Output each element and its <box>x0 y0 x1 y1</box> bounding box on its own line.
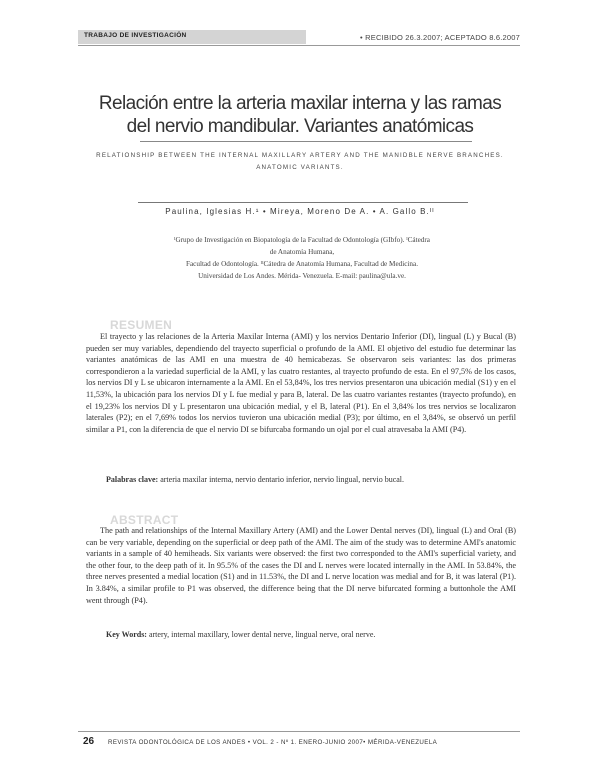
page-number: 26 <box>83 736 95 747</box>
authors-divider <box>138 202 468 203</box>
abstract-text: The path and relationships of the Internal Maxillary Artery (AMI) and the Lower Dental nerves (DI), lingual (L) and Oral (B) can be very variable, depending on the superficial or deep path of the AMI. The aim of the study was to determine AMI's anatomic variants in a sample of 40 hemiheads. Six variants were observed: the first two corresponded to the AMI's superficial variety, and the other four, to the deep path of it. In 95.5% of the cases the DI and L nerves were located internally in the AMI. In 53.84%, the three nerves presented a medial location (S1) and in 11.53%, the DI and L nerve location was medial and for B, it was lateral (P1). In 3.84%, a similar profile to P1 was observed, the difference being that the DI nerve bifurcated forming a buttonhole the AMI went through (P4). <box>86 526 516 605</box>
affiliation-line-3: Universidad de Los Andes. Mérida- Venezuela. E-mail: paulina@ula.ve. <box>198 272 406 280</box>
resumen-keywords <box>106 475 516 484</box>
keywords-label-en: Key Words: <box>106 630 147 639</box>
affiliation <box>174 234 430 282</box>
authors: Paulina, Iglesias H.¹ • Mireya, Moreno De A. • A. Gallo B.ᴵᴵ <box>165 207 435 216</box>
journal-citation: REVISTA ODONTOLÓGICA DE LOS ANDES • VOL. 2 - Nº 1. ENERO-JUNIO 2007• MÉRIDA-VENEZUELA <box>108 739 438 746</box>
article-title <box>80 92 520 138</box>
abstract-heading: ABSTRACT <box>110 513 179 527</box>
resumen-text: El trayecto y las relaciones de la Arteria Maxilar Interna (AMI) y los nervios Dentario Inferior (DI), lingual (L) y Bucal (B) pueden ser muy variables, dependiendo del trayecto superficial o profundo de la AMI. El objetivo del estudio fue determinar las variantes anatómicas de las AMI en una muestra de 40 hemicabezas. Se observaron seis variantes: las dos primeras correspondieron a la variedad superficial de la AMI, y las cuatro restantes, al trayecto profundo de esta. En el 97,5% de los casos, los nervios DI y L se ubicaron internamente a la AMI. En el 53,84%, los tres nervios presentaron una ubicación medial (S1) y en el 11,53%, la ubicación para los nervios DI y L fue medial y para B, lateral. De las cuatro variantes restantes (trayecto profundo), en el 19,23% los nervios DI y L presentaron una ubicación medial, y el B, lateral (P1). En el 3,84% los tres nervios se localizaron laterales (P2); en el 7,69% todos los nervios tuvieron una ubicación medial (P3); por último, en el 3,84%, se observó un perfil similar a P1, con la diferencia de que el nervio DI se bifurcaba formando un ojal por el cual atravesaba la AMI (P4). <box>86 332 516 434</box>
title-divider <box>140 141 472 142</box>
abstract-keywords <box>106 630 516 639</box>
english-title <box>95 150 505 174</box>
resumen-heading: RESUMEN <box>110 318 173 332</box>
header-divider <box>78 45 520 46</box>
title-line-1: Relación entre la arteria maxilar interna y las ramas <box>98 93 502 114</box>
affiliation-line-2: Facultad de Odontología. ᴵᴵCátedra de Anatomía Humana, Facultad de Medicina. <box>185 260 418 268</box>
english-title-line-1: RELATIONSHIP BETWEEN THE INTERNAL MAXILLARY ARTERY AND THE MANIDBLE NERVE BRANCHES. <box>96 152 504 159</box>
keywords-text-en: artery, internal maxillary, lower dental nerve, lingual nerve, oral nerve. <box>146 630 376 639</box>
footer-divider <box>78 731 520 732</box>
affiliation-line-1: ᴵGrupo de Investigación en Biopatología de la Facultad de Odontología (GIbfo). ᴵCátedra de Anatomía Humana, <box>174 236 430 256</box>
keywords-label: Palabras clave: <box>106 475 159 484</box>
keywords-text: arteria maxilar interna, nervio dentario inferior, nervio lingual, nervio bucal. <box>158 475 405 484</box>
title-line-2: del nervio mandibular. Variantes anatómicas <box>126 116 474 137</box>
section-label: TRABAJO DE INVESTIGACIÓN <box>84 32 187 39</box>
english-title-line-2: ANATOMIC VARIANTS. <box>256 164 344 171</box>
received-dates: • RECIBIDO 26.3.2007; ACEPTADO 8.6.2007 <box>360 33 520 42</box>
